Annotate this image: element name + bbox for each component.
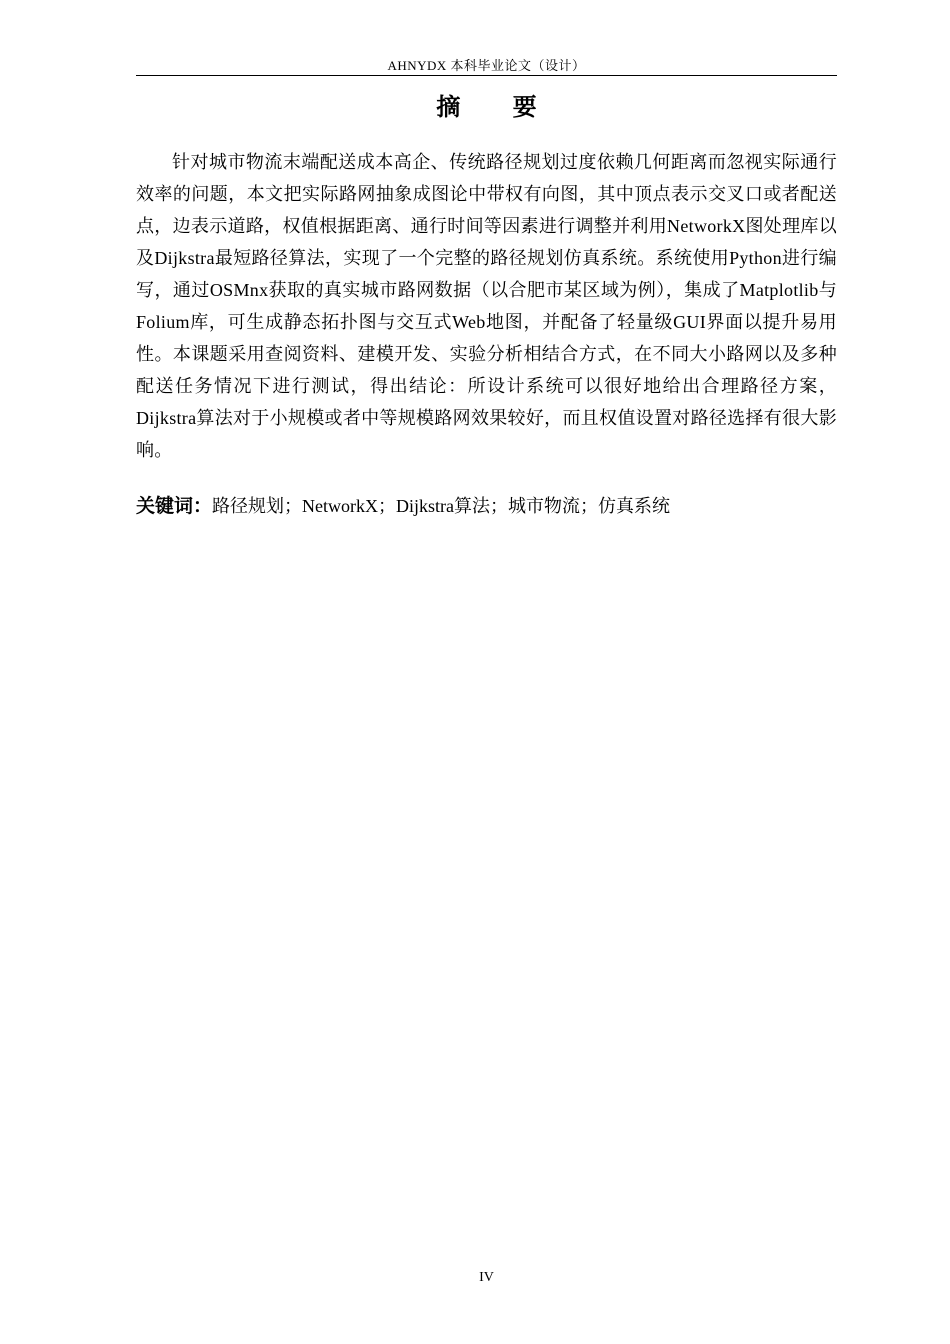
running-header: AHNYDX 本科毕业论文（设计） — [387, 58, 586, 73]
abstract-title: 摘 要 — [436, 93, 559, 121]
header-rule — [136, 75, 837, 76]
page-number: IV — [479, 1270, 494, 1285]
keywords-text: 路径规划；NetworkX；Dijkstra算法；城市物流；仿真系统 — [212, 496, 670, 516]
abstract-body: 针对城市物流末端配送成本高企、传统路径规划过度依赖几何距离而忽视实际通行效率的问题，本文把实际路网抽象成图论中带权有向图，其中顶点表示交叉口或者配送点，边表示道路，权值根据距离、通行时间等因素进行调整并利用NetworkX图处理库以及Dijkstra最短路径算法，实现了一个完整的路径规划仿真系统。系统使用Python进行编写，通过OSMnx获取的真实城市路网数据（以合肥市某区域为例），集成了Matplotlib与Folium库，可生成静态拓扑图与交互式Web地图，并配备了轻量级GUI界面以提升易用性。本课题采用查阅资料、建模开发、实验分析相结合方式，在不同大小路网以及多种配送任务情况下进行测试，得出结论：所设计系统可以很好地给出合理路径方案，Dijkstra算法对于小规模或者中等规模路网效果较好，而且权值设置对路径选择有很大影响。 — [136, 152, 837, 460]
keywords-line — [136, 490, 837, 522]
keywords-label: 关键词： — [136, 495, 213, 517]
